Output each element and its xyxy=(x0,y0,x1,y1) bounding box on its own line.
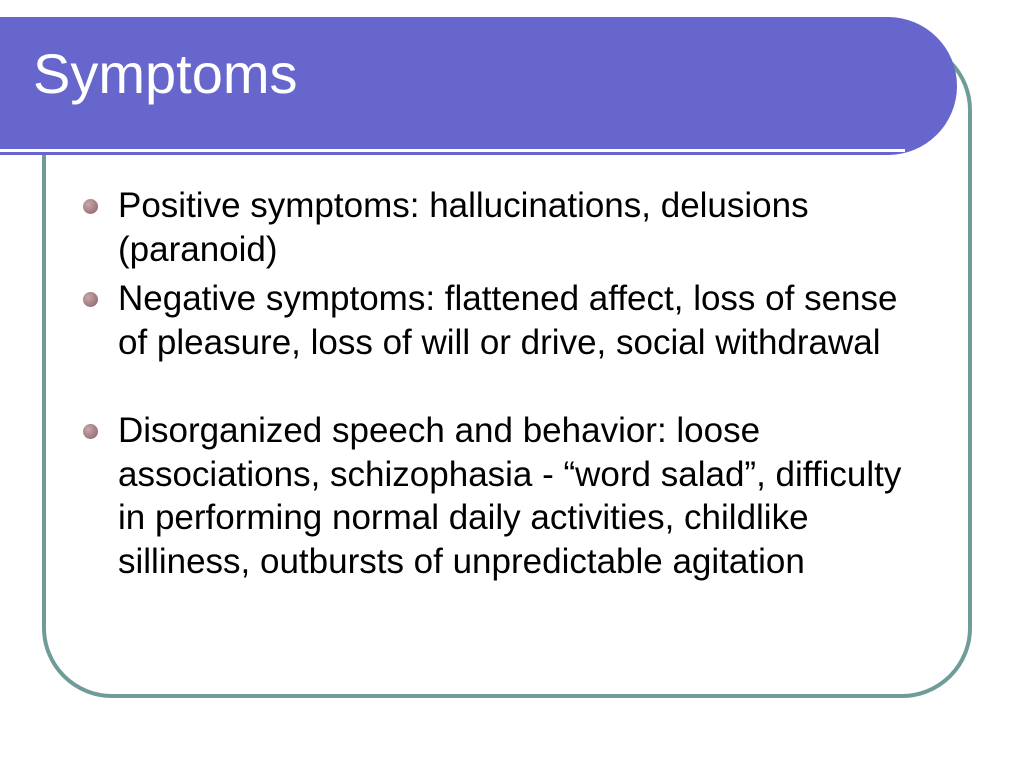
bullet-text: Negative symptoms: flattened affect, loss of sense of pleasure, loss of will or drive, social withdrawal xyxy=(118,279,898,362)
bullet-item-negative-symptoms xyxy=(80,277,920,364)
bullet-dot-icon xyxy=(83,292,98,307)
bullet-item-disorganized-speech xyxy=(80,409,920,583)
bullet-text: Positive symptoms: hallucinations, delusions (paranoid) xyxy=(118,186,809,269)
slide-title: Symptoms xyxy=(33,42,298,105)
bullet-list xyxy=(80,184,920,589)
title-underline xyxy=(0,149,905,152)
bullet-dot-icon xyxy=(83,199,98,214)
bullet-dot-icon xyxy=(83,424,98,439)
bullet-item-positive-symptoms xyxy=(80,184,920,271)
bullet-text: Disorganized speech and behavior: loose associations, schizophasia - “word salad”, difficulty in performing normal daily activities, childlike silliness, outbursts of unpredictable agitation xyxy=(118,411,902,581)
